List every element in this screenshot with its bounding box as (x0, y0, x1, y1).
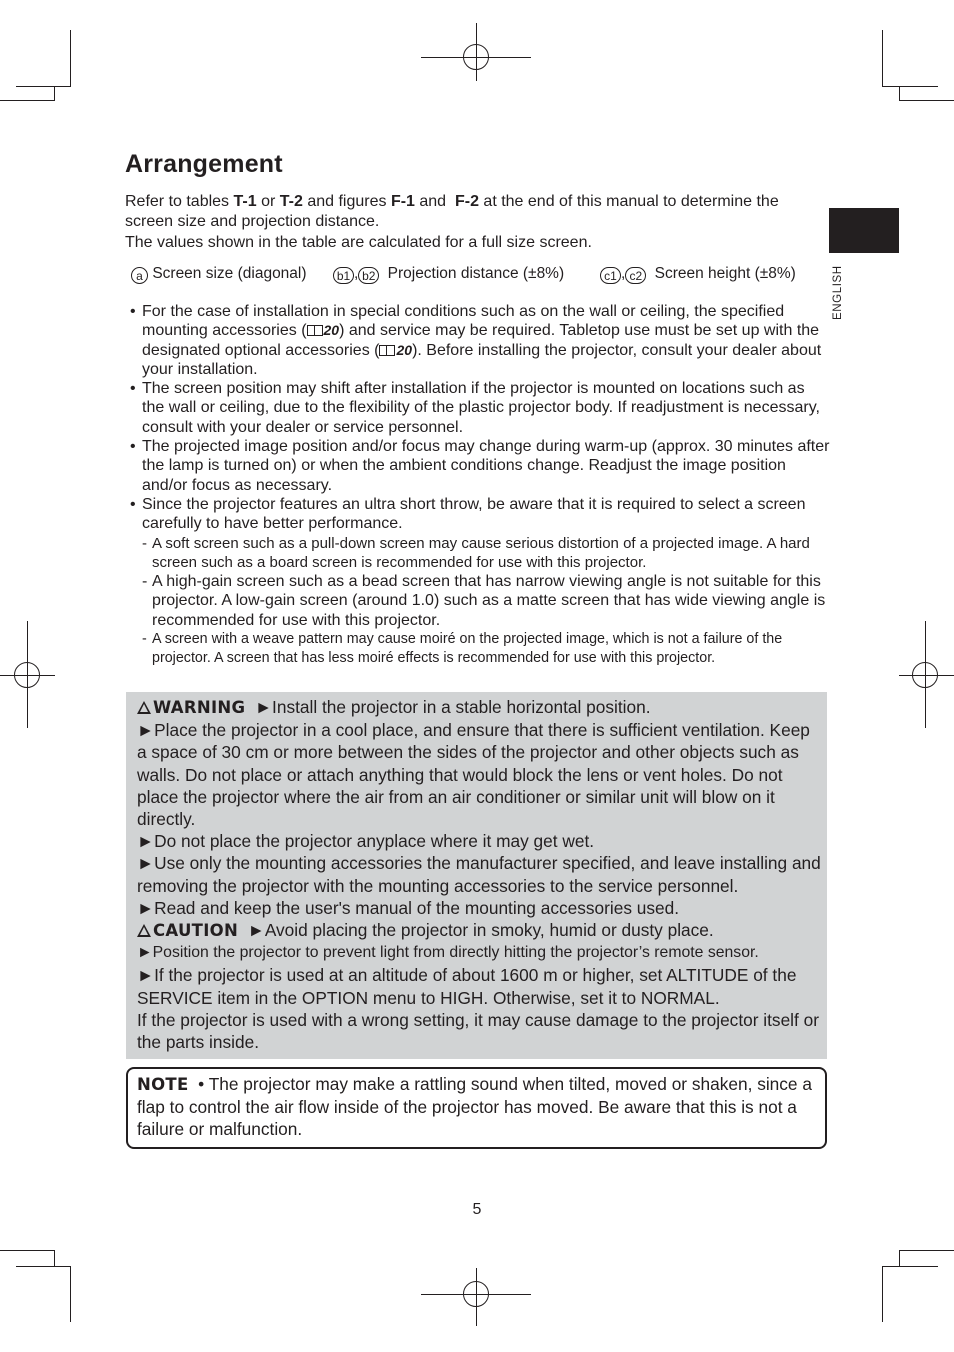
sub-list-item: - A soft screen such as a pull-down screen may cause serious distortion of a projected image. A hard screen such as a board screen is recommended for use with this projector. (142, 534, 810, 571)
legend-marker-a: a (131, 267, 148, 284)
note-label: NOTE (137, 1075, 189, 1094)
figure-ref-f2: F-2 (454, 193, 479, 210)
legend-item-projection-distance: b1 , b2 Projection distance (±8%) (333, 265, 564, 284)
list-item: • Since the projector features an ultra short throw, be aware that it is required to select a screen carefully to have better performance. (130, 495, 806, 533)
note-box: NOTE • The projector may make a rattling sound when tilted, moved or shaken, since a flap to control the air flow inside of the projector has moved. Be aware that this is not a failure or malfunction. (126, 1067, 827, 1149)
caution-triangle-icon (137, 924, 151, 937)
warning-label: WARNING (137, 698, 245, 717)
manual-page-reference: 20 (379, 341, 412, 360)
caution-item: ►Position the projector to prevent light from directly hitting the projector’s remote sensor. (137, 944, 759, 962)
list-item: • The projected image position and/or focus may change during warm-up (approx. 30 minutes after the lamp is turned on) or when the ambient conditions change. Readjust the image position and/or focus as necessary. (130, 438, 830, 494)
warning-item: ►Do not place the projector anyplace where it may get wet. (137, 831, 595, 852)
legend-marker-c1: c1 (600, 267, 621, 284)
caution-label: CAUTION (137, 921, 238, 940)
warning-triangle-icon (137, 701, 151, 714)
table-ref-t1: T-1 (233, 193, 257, 210)
intro-paragraph-1: Refer to tables T-1 or T-2 and figures F-1 and F-2 at the end of this manual to determine the screen size and projection distance. (125, 193, 779, 230)
page-title: Arrangement (125, 150, 283, 178)
intro-text (125, 192, 825, 253)
warning-box: WARNING ►Install the projector in a stable horizontal position. ►Place the projector in a cool place, and ensure that there is sufficient ventilation. Keep a space of 30 cm or more between the sides of the projector and other objects such as walls. Do not place or attach anything that would block the lens or vent holes. Do not place the projector where the air from an air conditioner or similar unit will blow on it directly. ►Do not place the projector anyplace where it may get wet. ►Use only the mounting accessories the manufacturer specified, and leave installing and removing the projector with the mounting accessories to the service personnel. ►Read and keep the user's manual of the mounting accessories used. CAUTION ►Avoid placing the projector in smoky, humid or dusty place. ►Position the projector to prevent light from directly hitting the projector’s remote sensor. ►If the projector is used at an altitude of about 1600 m or higher, set ALTITUDE of the SERVICE item in the OPTION menu to HIGH. Otherwise, set it to NORMAL. If the projector is used with a wrong setting, it may cause damage to the projector itself or the parts inside. (126, 692, 827, 1059)
sub-list-item: - A screen with a weave pattern may cause moiré on the projected image, which is not a failure of the projector. A screen that has less moiré effects is recommended for use with this projector. (142, 631, 783, 667)
legend-item-screen-size: a Screen size (diagonal) (131, 265, 307, 284)
legend-marker-c2: c2 (625, 267, 646, 284)
caution-item: If the projector is used with a wrong setting, it may cause damage to the projector itself or the parts inside. (137, 1009, 819, 1053)
list-item: • For the case of installation in special conditions such as on the wall or ceiling, the specified mounting accessories ( 20) and service may be required. Tabletop use must be set up with the designated optional accessories ( 20). Before installing the projector, consult your dealer about your installation. (130, 303, 822, 378)
warning-item: ►Use only the mounting accessories the manufacturer specified, and leave installing and removing the projector with the mounting accessories to the service personnel. (137, 853, 821, 896)
intro-paragraph-2: The values shown in the table are calculated for a full size screen. (125, 234, 592, 251)
book-icon (379, 345, 395, 356)
dimension-legend (131, 265, 831, 287)
book-icon (307, 325, 323, 336)
manual-page-reference: 20 (307, 321, 340, 340)
list-item: • The screen position may shift after installation if the projector is mounted on locations such as the wall or ceiling, due to the flexibility of the plastic projector body. If readjustment is necessary, consult with your dealer or service personnel. (130, 380, 820, 436)
language-tab (829, 208, 899, 253)
warning-item: ►Read and keep the user's manual of the mounting accessories used. (137, 897, 680, 918)
legend-marker-b2: b2 (358, 267, 379, 284)
figure-ref-f1: F-1 (390, 193, 415, 210)
installation-notes (130, 302, 830, 669)
page-number: 5 (472, 1201, 482, 1218)
table-ref-t2: T-2 (279, 193, 303, 210)
legend-item-screen-height: c1 , c2 Screen height (±8%) (600, 265, 796, 284)
warning-item: ►Place the projector in a cool place, and ensure that there is sufficient ventilation. Keep a space of 30 cm or more between the sides of the projector and other objects such as walls. Do not place or attach anything that would block the lens or vent holes. Do not place the projector where the air from an air conditioner or similar unit will blow on it directly. (137, 720, 810, 830)
caution-item: ►If the projector is used at an altitude of about 1600 m or higher, set ALTITUDE of the SERVICE item in the OPTION menu to HIGH. Otherwise, set it to NORMAL. (137, 965, 797, 1008)
sub-list-item: - A high-gain screen such as a bead screen that has narrow viewing angle is not suitable for this projector. A low-gain screen (around 1.0) such as a matte screen that has wide viewing angle is recommended for use with this projector. (142, 573, 826, 629)
language-label: ENGLISH (832, 265, 844, 320)
legend-marker-b1: b1 (333, 267, 354, 284)
